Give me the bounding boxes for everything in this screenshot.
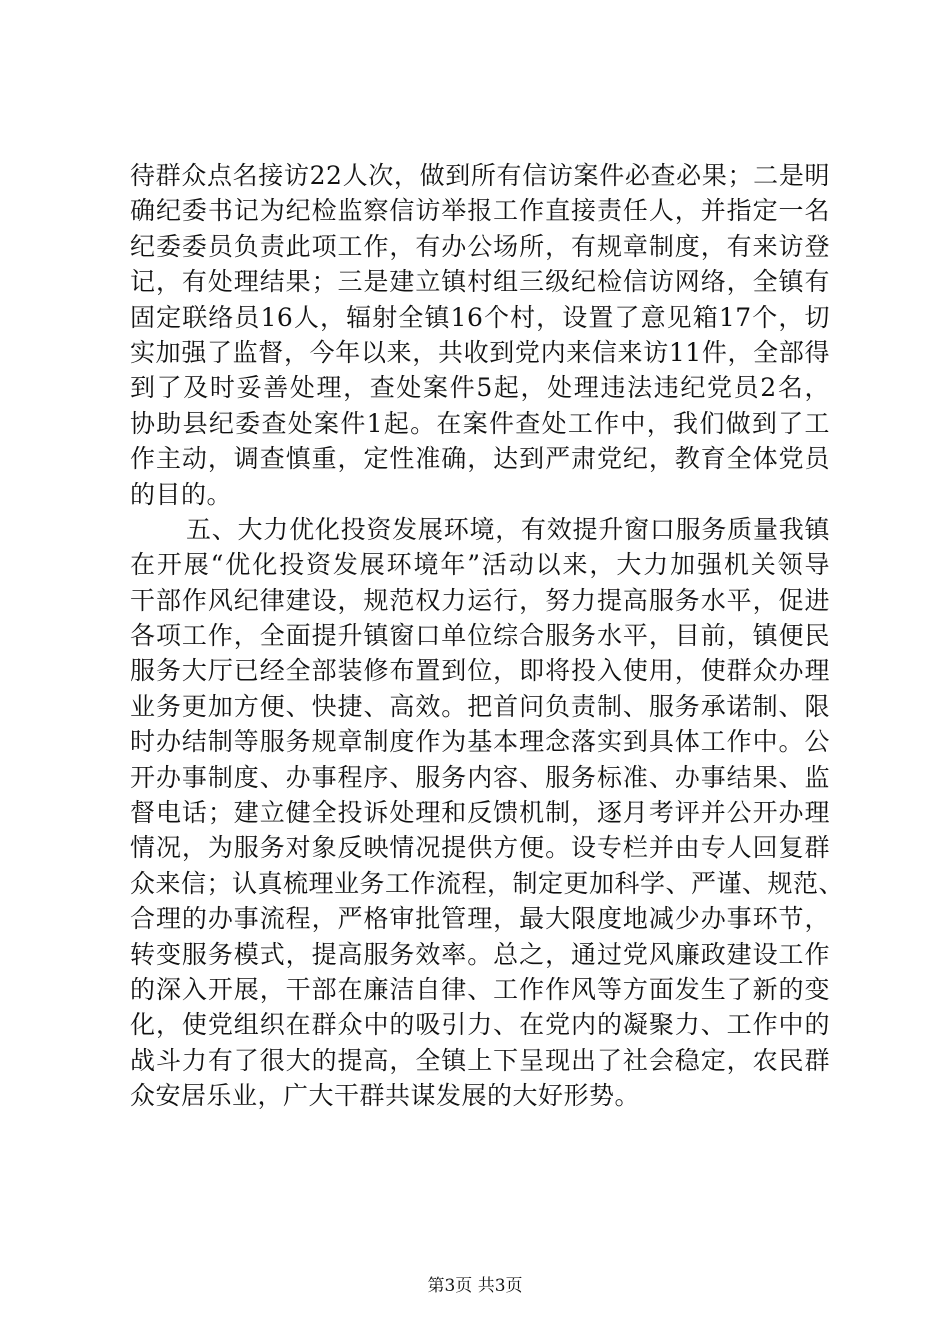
text-line: 各项工作，全面提升镇窗口单位综合服务水平，目前，镇便民 [130, 621, 830, 651]
text-line: 业务更加方便、快捷、高效。把首问负责制、服务承诺制、限 [130, 691, 830, 721]
section-heading-line: 五、大力优化投资发展环境，有效提升窗口服务质量我镇 [186, 514, 830, 544]
text-line: 固定联络员16人，辐射全镇16个村，设置了意见箱17个，切 [130, 302, 830, 332]
text-line: 众来信；认真梳理业务工作流程，制定更加科学、严谨、规范、 [130, 868, 845, 898]
text-line: 协助县纪委查处案件1起。在案件查处工作中，我们做到了工 [130, 408, 830, 438]
text-line: 作主动，调查慎重，定性准确，达到严肃党纪，教育全体党员 [130, 444, 830, 474]
text-line: 的目的。 [130, 479, 233, 509]
text-line: 实加强了监督，今年以来，共收到党内来信来访11件，全部得 [130, 337, 830, 367]
text-line: 在开展“优化投资发展环境年”活动以来，大力加强机关领导 [130, 550, 830, 580]
text-line: 干部作风纪律建设，规范权力运行，努力提高服务水平，促进 [130, 585, 830, 615]
text-line: 转变服务模式，提高服务效率。总之，通过党风廉政建设工作 [130, 939, 830, 969]
text-line: 的深入开展，干部在廉洁自律、工作作风等方面发生了新的变 [130, 974, 830, 1004]
text-line: 战斗力有了很大的提高，全镇上下呈现出了社会稳定，农民群 [130, 1045, 830, 1075]
document-body [130, 158, 845, 1114]
text-line: 众安居乐业，广大干群共谋发展的大好形势。 [130, 1081, 641, 1111]
text-line: 确纪委书记为纪检监察信访举报工作直接责任人，并指定一名 [130, 196, 830, 226]
text-line: 记，有处理结果；三是建立镇村组三级纪检信访网络，全镇有 [130, 267, 830, 297]
text-line: 督电话；建立健全投诉处理和反馈机制，逐月考评并公开办理 [130, 798, 830, 828]
text-line: 情况，为服务对象反映情况提供方便。设专栏并由专人回复群 [130, 833, 830, 863]
text-line: 服务大厅已经全部装修布置到位，即将投入使用，使群众办理 [130, 656, 830, 686]
text-line: 合理的办事流程，严格审批管理，最大限度地减少办事环节， [130, 904, 830, 934]
text-line: 纪委委员负责此项工作，有办公场所，有规章制度，有来访登 [130, 231, 830, 261]
text-line: 到了及时妥善处理，查处案件5起，处理违法违纪党员2名， [130, 373, 830, 403]
text-line: 时办结制等服务规章制度作为基本理念落实到具体工作中。公 [130, 727, 830, 757]
text-line: 待群众点名接访22人次，做到所有信访案件必查必果；二是明 [130, 161, 830, 190]
text-line: 化，使党组织在群众中的吸引力、在党内的凝聚力、工作中的 [130, 1010, 830, 1040]
page-number-footer: 第3页 共3页 [427, 1276, 523, 1296]
text-line: 开办事制度、办事程序、服务内容、服务标准、办事结果、监 [130, 762, 830, 792]
